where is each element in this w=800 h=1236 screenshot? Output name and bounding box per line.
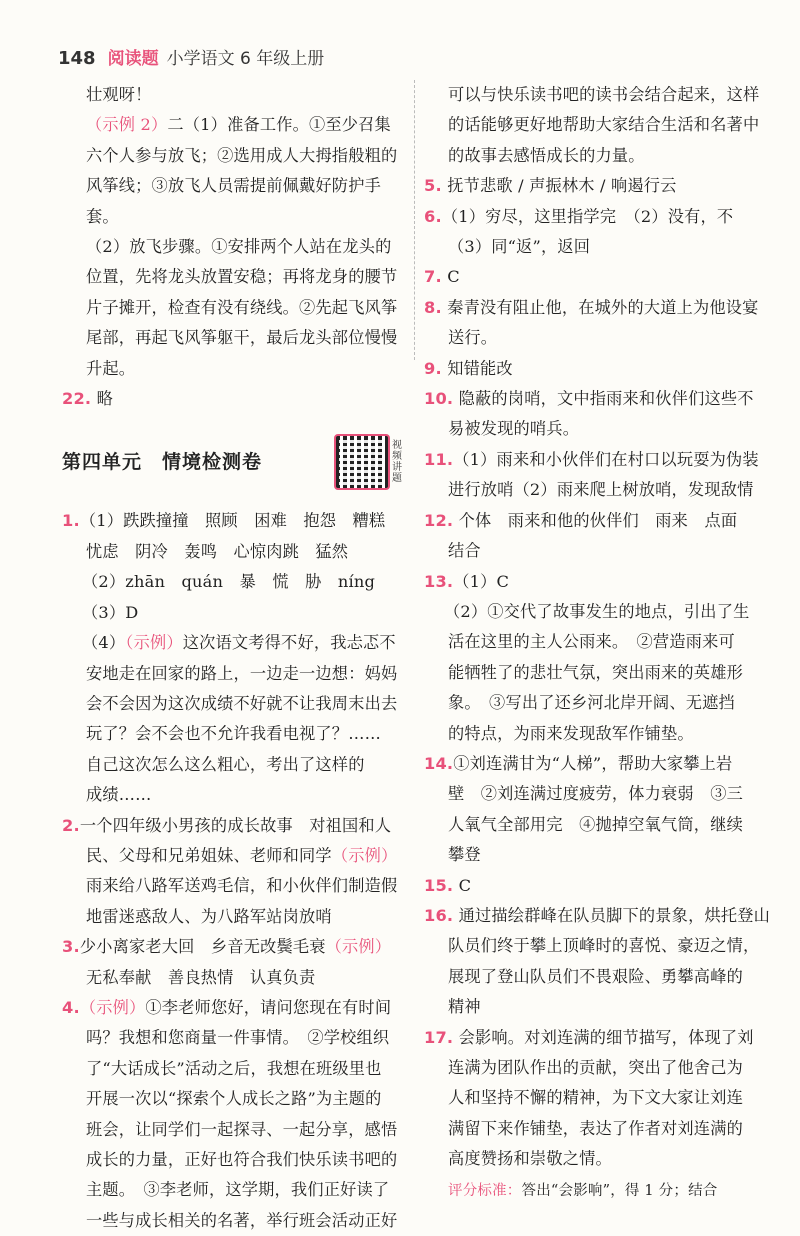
answer-text: 一个四年级小男孩的成长故事 对祖国和人 xyxy=(79,815,392,835)
text-span: 民、父母和兄弟姐妹、老师和同学 xyxy=(86,845,332,865)
question-2 xyxy=(62,811,404,841)
example-label: （示例） xyxy=(325,937,392,957)
question-9 xyxy=(424,354,774,384)
text-line: （2）zhān quán 暴 慌 胁 níng xyxy=(82,572,376,592)
text-line: 攀登 xyxy=(448,845,481,865)
text-line: （2）放飞步骤。①安排两个人站在龙头的 xyxy=(86,237,392,257)
question-10 xyxy=(424,384,774,414)
text-line: 队员们终于攀上顶峰时的喜悦、豪迈之情， xyxy=(448,936,760,956)
answer-text: ①李老师您好，请问您现在有时间 xyxy=(145,997,392,1017)
question-number: 6. xyxy=(424,206,442,226)
text-line: 安地走在回家的路上，一边走一边想：妈妈 xyxy=(86,663,398,683)
question-number: 8. xyxy=(424,297,442,317)
question-number: 12. xyxy=(424,510,454,530)
text-span: 二（1）准备工作。①至少召集 xyxy=(167,115,391,135)
text-line: 的话能够更好地帮助大家结合生活和名著中 xyxy=(448,115,760,135)
section-header xyxy=(62,430,404,494)
question-5 xyxy=(424,171,774,201)
question-14 xyxy=(424,749,774,779)
text-line: 活在这里的主人公雨来。 ②营造雨来可 xyxy=(448,632,735,652)
page-header xyxy=(58,44,324,69)
question-11 xyxy=(424,445,774,475)
answer-text: 隐蔽的岗哨，文中指雨来和伙伴们这些不 xyxy=(458,389,754,409)
question-8 xyxy=(424,293,774,323)
text-line: 满留下来作铺垫，表达了作者对刘连满的 xyxy=(448,1118,743,1138)
text-line: 位置，先将龙头放置安稳；再将龙身的腰节 xyxy=(86,267,398,287)
text-line: 进行放哨（2）雨来爬上树放哨，发现敌情 xyxy=(448,480,754,500)
question-16 xyxy=(424,901,774,931)
answer-text: 抚节悲歌 / 声振林木 / 响遏行云 xyxy=(447,176,677,196)
section-title: 第四单元 情境检测卷 xyxy=(62,451,263,474)
question-13 xyxy=(424,567,774,597)
text-line: （3）同“返”，返回 xyxy=(448,237,591,257)
question-3 xyxy=(62,932,404,962)
text-line: 可以与快乐读书吧的读书会结合起来，这样 xyxy=(448,85,760,104)
example-label: （示例） xyxy=(125,633,183,653)
text-line: 无私奉献 善良热情 认真负责 xyxy=(86,967,316,987)
answer-text: 秦青没有阻止他，在城外的大道上为他设宴 xyxy=(447,297,759,317)
text-line: 地雷迷惑敌人、为八路军站岗放哨 xyxy=(86,906,332,926)
question-number: 2. xyxy=(62,815,80,835)
text-line: 尾部，再起飞风筝躯干，最后龙头部位慢慢 xyxy=(86,328,398,348)
question-6 xyxy=(424,202,774,232)
text-line: 风筝线；③放飞人员需提前佩戴好防护手套。 xyxy=(86,176,381,226)
text-line: 展现了登山队员们不畏艰险、勇攀高峰的 xyxy=(448,966,743,986)
qr-label: 视频讲题 xyxy=(392,440,403,485)
text-line xyxy=(62,841,404,871)
text-line: 人氧气全部用完 ④抛掉空氧气筒，继续 xyxy=(448,814,743,834)
text-line: 象。 ③写出了还乡河北岸开阔、无遮挡 xyxy=(448,693,735,713)
answer-text: 少小离家老大回 乡音无改鬓毛衰 xyxy=(79,937,326,957)
text-span: 这次语文考得不好，我忐忑不 xyxy=(182,633,396,653)
text-line: 壁 ②刘连满过度疲劳，体力衰弱 ③三 xyxy=(448,784,743,804)
left-column xyxy=(62,80,404,1236)
text-line: 结合 xyxy=(448,541,481,561)
text-line: 会不会因为这次成绩不好就不让我周末出去 xyxy=(86,693,398,713)
text-line: 高度赞扬和崇敬之情。 xyxy=(448,1149,612,1169)
text-line: 了“大话成长”活动之后，我想在班级里也 xyxy=(86,1058,382,1078)
answer-text: （1）穷尽，这里指学完 （2）没有，不 xyxy=(441,206,734,226)
question-number: 16. xyxy=(424,905,454,925)
question-12 xyxy=(424,506,774,536)
question-7 xyxy=(424,262,774,292)
question-number: 13. xyxy=(424,571,454,591)
question-number: 4. xyxy=(62,997,80,1017)
answer-text: 略 xyxy=(96,389,114,409)
question-number: 10. xyxy=(424,389,454,409)
text-line: 的故事去感悟成长的力量。 xyxy=(448,145,645,165)
text-line: 壮观呀！ xyxy=(86,85,152,104)
answer-text: （1）雨来和小伙伴们在村口以玩耍为伪装 xyxy=(453,449,759,469)
scoring-text: 答出“会影响”，得 1 分；结合 xyxy=(521,1182,718,1199)
text-line: 片子摊开，检查有没有绕线。②先起飞风筝 xyxy=(86,297,398,317)
text-line: 连满为团队作出的贡献，突出了他舍己为 xyxy=(448,1058,743,1077)
question-number: 14. xyxy=(424,753,454,773)
answer-text: ①刘连满甘为“人梯”，帮助大家攀上岩 xyxy=(453,753,733,773)
text-line: 玩了？会不会也不允许我看电视了？…… xyxy=(86,724,381,744)
text-line: （2）①交代了故事发生的地点，引出了生 xyxy=(444,601,750,621)
qr-code-icon xyxy=(334,434,390,490)
right-column xyxy=(424,80,774,1206)
question-number: 17. xyxy=(424,1027,454,1047)
text-line: 六个人参与放飞；②选用成人大拇指般粗的 xyxy=(86,145,398,165)
text-line: 能牺牲了的悲壮气氛，突出雨来的英雄形 xyxy=(448,662,743,682)
answer-text: 会影响。对刘连满的细节描写，体现了刘 xyxy=(458,1027,754,1047)
question-22 xyxy=(62,384,404,414)
text-line: 班会，让同学们一起探寻、一起分享，感悟 xyxy=(86,1119,398,1139)
answer-text: 个体 雨来和他的伙伴们 雨来 点面 xyxy=(458,510,738,530)
header-tag: 阅读题 xyxy=(107,49,159,69)
text-line: 的特点，为雨来发现敌军作铺垫。 xyxy=(448,723,694,743)
question-15 xyxy=(424,871,774,901)
column-divider xyxy=(414,80,416,360)
answer-text: （1）C xyxy=(453,571,510,591)
text-line: 易被发现的哨兵。 xyxy=(448,419,580,439)
text-line: 一些与成长相关的名著，举行班会活动正好 xyxy=(86,1210,398,1230)
scoring-label: 评分标准： xyxy=(448,1182,522,1199)
page-number: 148 xyxy=(58,48,96,69)
answer-text: 通过描绘群峰在队员脚下的景象，烘托登山 xyxy=(458,905,771,925)
text-line: 雨来给八路军送鸡毛信，和小伙伴们制造假 xyxy=(86,876,398,896)
example-label: （示例） xyxy=(79,997,146,1017)
text-line: 自己这次怎么这么粗心，考出了这样的 xyxy=(86,754,365,774)
text-line: 吗？我想和您商量一件事情。 ②学校组织 xyxy=(86,1028,390,1048)
question-17 xyxy=(424,1023,774,1053)
text-span: （4） xyxy=(82,633,126,653)
example-label: （示例 2） xyxy=(86,115,168,135)
question-4 xyxy=(62,993,404,1023)
qr-block xyxy=(334,434,404,490)
question-1 xyxy=(62,506,404,536)
answer-text: C xyxy=(447,267,460,287)
text-line: （3）D xyxy=(82,602,139,622)
text-line xyxy=(62,628,404,658)
question-number: 9. xyxy=(424,358,442,378)
answer-text: 知错能改 xyxy=(447,358,513,378)
question-number: 7. xyxy=(424,267,442,287)
text-line: 成长的力量，正好也符合我们快乐读书吧的 xyxy=(86,1150,398,1169)
question-number: 11. xyxy=(424,449,454,469)
text-line: 开展一次以“探索个人成长之路”为主题的 xyxy=(86,1089,382,1109)
question-number: 1. xyxy=(62,511,80,531)
book-title: 小学语文 6 年级上册 xyxy=(166,49,325,69)
question-number: 15. xyxy=(424,875,454,895)
text-line: 成绩…… xyxy=(86,785,152,805)
text-line: 主题。 ③李老师，这学期，我们正好读了 xyxy=(86,1180,390,1200)
answer-text: C xyxy=(458,875,472,895)
question-number: 22. xyxy=(62,389,92,409)
text-line: 精神 xyxy=(448,997,481,1017)
text-line: 人和坚持不懈的精神，为下文大家让刘连 xyxy=(448,1088,743,1108)
text-line xyxy=(62,110,404,140)
question-number: 3. xyxy=(62,937,80,957)
scoring-note xyxy=(424,1175,774,1206)
question-number: 5. xyxy=(424,176,442,196)
answer-text: （1）跌跌撞撞 照顾 困难 抱怨 糟糕 xyxy=(79,511,386,531)
text-line: 升起。 xyxy=(86,358,136,378)
example-label: （示例） xyxy=(331,845,398,865)
text-line: 送行。 xyxy=(448,328,498,348)
text-line: 忧虑 阴冷 轰鸣 心惊肉跳 猛然 xyxy=(86,541,349,561)
